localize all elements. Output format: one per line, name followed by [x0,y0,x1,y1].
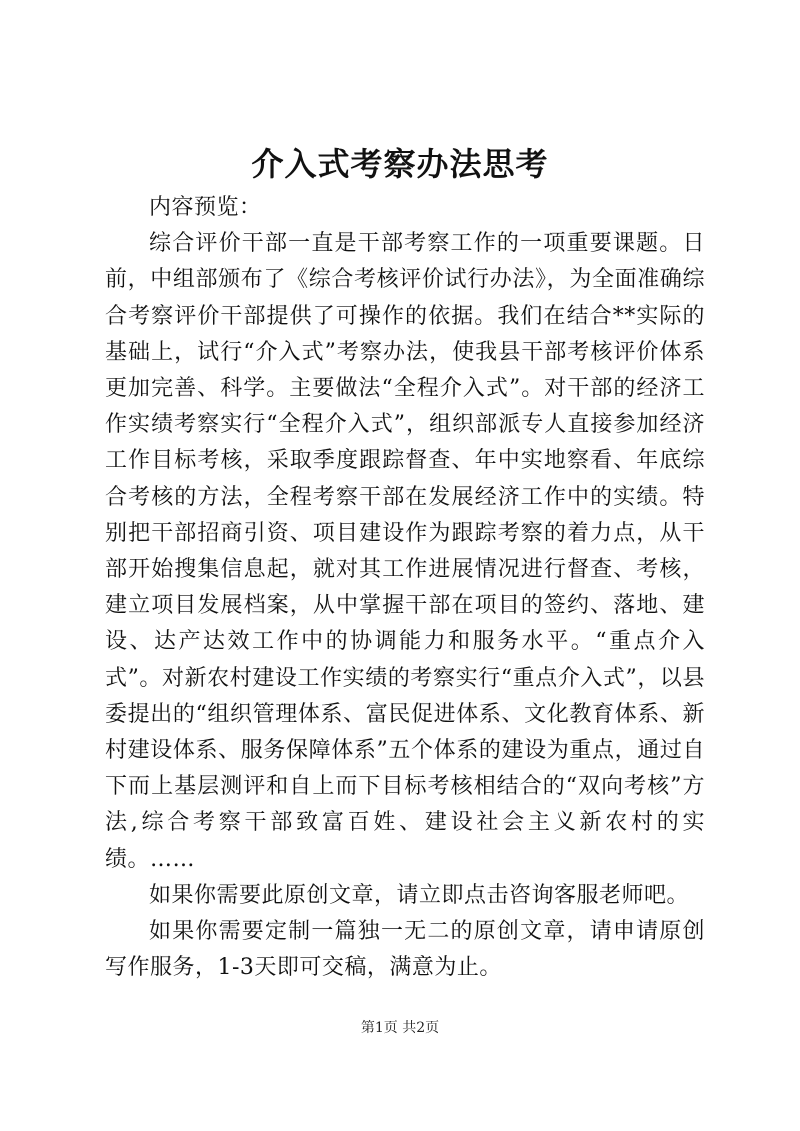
body-paragraph: 综合评价干部一直是干部考察工作的一项重要课题。日前，中组部颁布了《综合考核评价试行办法》，为全面准确综合考察评价干部提供了可操作的依据。我们在结合**实际的基础上，试行“介入式”考察办法，使我县干部考核评价体系更加完善、科学。主要做法“全程介入式”。对干部的经济工作实绩考察实行“全程介入式”，组织部派专人直接参加经济工作目标考核，采取季度跟踪督查、年中实地察看、年底综合考核的方法，全程考察干部在发展经济工作中的实绩。特别把干部招商引资、项目建设作为跟踪考察的着力点，从干部开始搜集信息起，就对其工作进展情况进行督查、考核，建立项目发展档案，从中掌握干部在项目的签约、落地、建设、达产达效工作中的协调能力和服务水平。“重点介入式”。对新农村建设工作实绩的考察实行“重点介入式”，以县委提出的“组织管理体系、富民促进体系、文化教育体系、新村建设体系、服务保障体系”五个体系的建设为重点，通过自下而上基层测评和自上而下目标考核相结合的“双向考核”方法,综合考察干部致富百姓、建设社会主义新农村的实绩。…… [105,231,705,872]
document-body [105,190,705,986]
page-number: 第1页 共2页 [360,1020,440,1036]
document-title: 介入式考察办法思考 [251,145,549,183]
contact-paragraph: 如果你需要此原创文章，请立即点击咨询客服老师吧。 [149,882,690,908]
service-paragraph: 如果你需要定制一篇独一无二的原创文章，请申请原创写作服务，1-3天即可交稿，满意为止。 [105,919,705,981]
preview-label: 内容预览： [149,195,262,220]
